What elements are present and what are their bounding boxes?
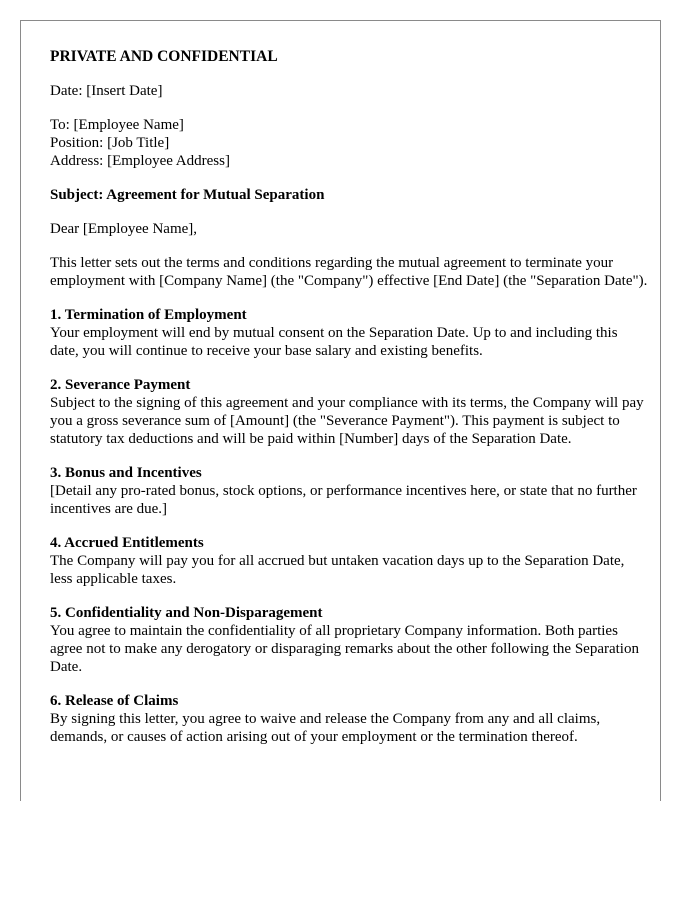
salutation: Dear [Employee Name],	[50, 221, 198, 237]
section-heading: 6. Release of Claims	[50, 693, 179, 709]
section-bonus	[50, 464, 650, 518]
letter-page	[20, 20, 661, 801]
date-line: Date: [Insert Date]	[50, 83, 163, 99]
section-termination	[50, 306, 650, 360]
section-heading: 3. Bonus and Incentives	[50, 465, 202, 481]
intro-paragraph: This letter sets out the terms and conditions regarding the mutual agreement to terminate your employment with [Company Name] (the "Company") effective [End Date] (the "Separation Date").	[50, 255, 648, 289]
section-release	[50, 692, 650, 746]
letter-header: PRIVATE AND CONFIDENTIAL	[50, 48, 278, 65]
section-body: Subject to the signing of this agreement and your compliance with its terms, the Company will pay you a gross severance sum of [Amount] (the "Severance Payment"). This payment is subject to statutory tax deductions and will be paid within [Number] days of the Separation Date.	[50, 395, 644, 447]
recipient-position: Position: [Job Title]	[50, 135, 170, 151]
subject-line: Subject: Agreement for Mutual Separation	[50, 187, 325, 203]
recipient-block	[50, 116, 650, 170]
section-accrued	[50, 534, 650, 588]
section-heading: 2. Severance Payment	[50, 377, 191, 393]
section-body: You agree to maintain the confidentiality of all proprietary Company information. Both parties agree not to make any derogatory or disparaging remarks about the other following the Separation Date.	[50, 623, 639, 675]
section-heading: 4. Accrued Entitlements	[50, 535, 204, 551]
letter-content	[50, 48, 650, 762]
section-severance	[50, 376, 650, 448]
section-body: [Detail any pro-rated bonus, stock options, or performance incentives here, or state that no further incentives are due.]	[50, 483, 637, 517]
recipient-to: To: [Employee Name]	[50, 117, 184, 133]
section-body: Your employment will end by mutual consent on the Separation Date. Up to and including this date, you will continue to receive your base salary and existing benefits.	[50, 325, 618, 359]
section-confidentiality	[50, 604, 650, 676]
recipient-address: Address: [Employee Address]	[50, 153, 230, 169]
section-heading: 5. Confidentiality and Non-Disparagement	[50, 605, 323, 621]
section-body: By signing this letter, you agree to waive and release the Company from any and all claims, demands, or causes of action arising out of your employment or the termination thereof.	[50, 711, 601, 745]
section-heading: 1. Termination of Employment	[50, 307, 247, 323]
section-body: The Company will pay you for all accrued but untaken vacation days up to the Separation Date, less applicable taxes.	[50, 553, 625, 587]
